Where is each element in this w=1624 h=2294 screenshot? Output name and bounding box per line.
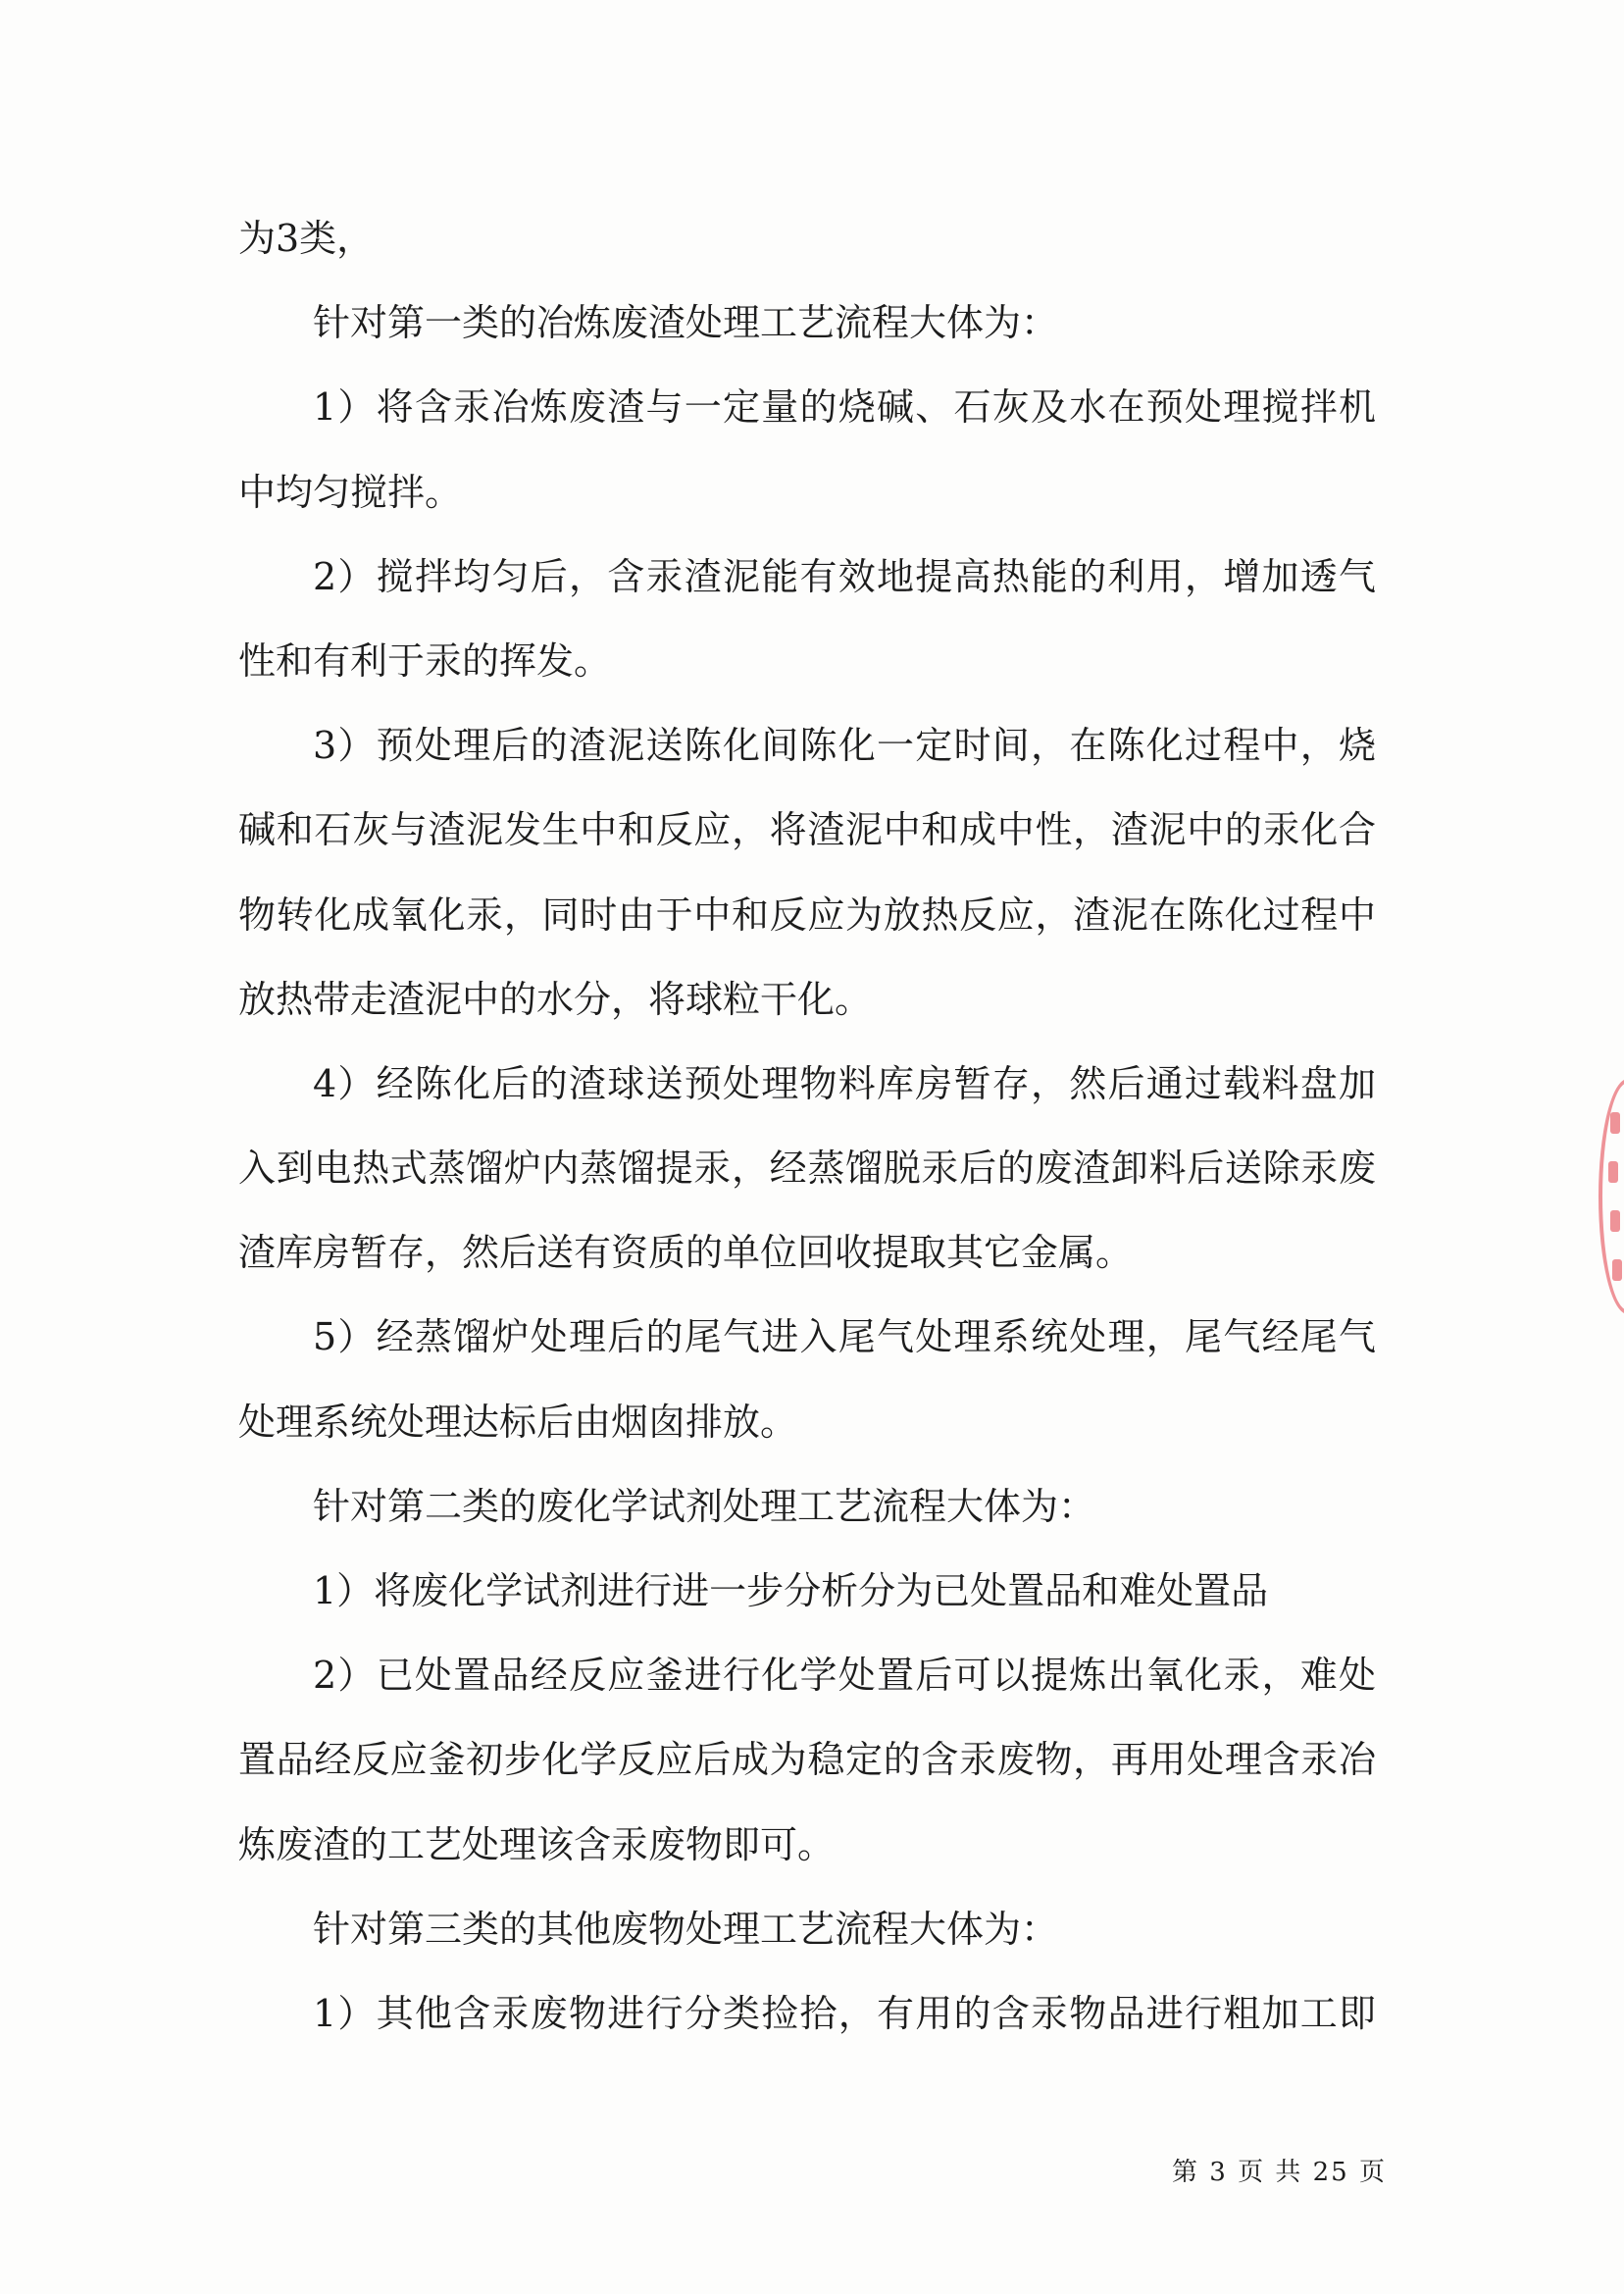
text-line-step: 3）预处理后的渣泥送陈化间陈化一定时间，在陈化过程中，烧 xyxy=(313,724,1376,768)
red-seal-stamp-edge xyxy=(1599,1079,1624,1314)
text-line-step: 1）将废化学试剂进行进一步分析分为已处置品和难处置品 xyxy=(313,1569,1269,1612)
text-line: 炼废渣的工艺处理该含汞废物即可。 xyxy=(238,1822,836,1866)
text-line: 入到电热式蒸馏炉内蒸馏提汞，经蒸馏脱汞后的废渣卸料后送除汞废 xyxy=(238,1147,1376,1191)
text-line: 放热带走渣泥中的水分，将球粒干化。 xyxy=(238,977,873,1021)
seal-mark xyxy=(1610,1112,1620,1134)
text-line: 置品经反应釜初步化学反应后成为稳定的含汞废物，再用处理含汞冶 xyxy=(238,1738,1376,1782)
seal-mark xyxy=(1612,1259,1622,1281)
text-line-heading-category-1: 针对第一类的冶炼废渣处理工艺流程大体为： xyxy=(313,301,1059,345)
text-line-step: 2）已处置品经反应釜进行化学处置后可以提炼出氧化汞，难处 xyxy=(313,1654,1376,1698)
text-line-step: 1）其他含汞废物进行分类捡拾，有用的含汞物品进行粗加工即 xyxy=(313,1991,1376,2035)
text-line-step: 4）经陈化后的渣球送预处理物料库房暂存，然后通过载料盘加 xyxy=(313,1061,1376,1105)
seal-mark xyxy=(1608,1161,1618,1183)
document-body xyxy=(238,196,1376,2056)
text-line: 处理系统处理达标后由烟囱排放。 xyxy=(238,1400,798,1444)
page-number-footer: 第 3 页 共 25 页 xyxy=(1172,2158,1387,2187)
text-line-step: 1）将含汞冶炼废渣与一定量的烧碱、石灰及水在预处理搅拌机 xyxy=(313,385,1376,430)
text-line-continuation: 为3类， xyxy=(238,217,375,260)
text-line: 中均匀搅拌。 xyxy=(238,470,463,514)
text-line: 性和有利于汞的挥发。 xyxy=(238,638,612,683)
text-line-step: 2）搅拌均匀后，含汞渣泥能有效地提高热能的利用，增加透气 xyxy=(313,554,1376,598)
text-line-heading-category-3: 针对第三类的其他废物处理工艺流程大体为： xyxy=(313,1907,1059,1951)
text-line-heading-category-2: 针对第二类的废化学试剂处理工艺流程大体为： xyxy=(313,1484,1096,1528)
text-line: 渣库房暂存，然后送有资质的单位回收提取其它金属。 xyxy=(238,1231,1134,1275)
text-line-step: 5）经蒸馏炉处理后的尾气进入尾气处理系统处理，尾气经尾气 xyxy=(313,1315,1376,1359)
seal-mark xyxy=(1610,1210,1620,1232)
text-line: 碱和石灰与渣泥发生中和反应，将渣泥中和成中性，渣泥中的汞化合 xyxy=(238,808,1376,852)
text-line: 物转化成氧化汞，同时由于中和反应为放热反应，渣泥在陈化过程中 xyxy=(238,892,1376,937)
